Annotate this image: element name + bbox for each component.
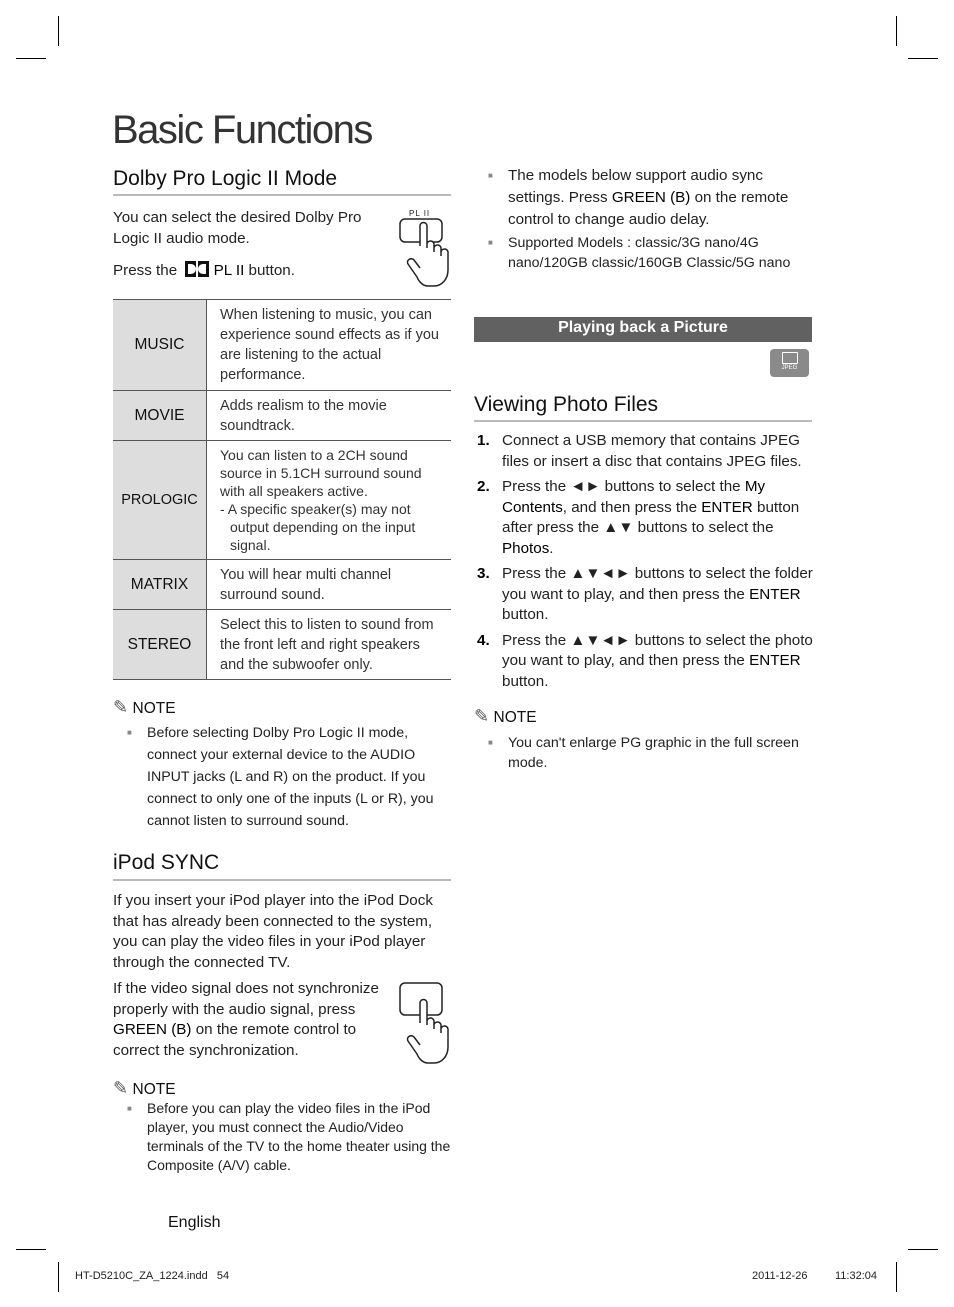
footer-time: 11:32:04 (835, 1270, 878, 1282)
table-row (113, 610, 451, 680)
note-header (474, 706, 812, 727)
dolby-heading: Dolby Pro Logic II Mode (113, 167, 338, 190)
mode-desc: When listening to music, you can experience sound effects as if you are listening to the actual performance. (207, 300, 452, 391)
mode-name: MOVIE (113, 391, 207, 441)
note-list (113, 1099, 453, 1175)
section-rule (113, 879, 451, 881)
table-row (113, 441, 451, 560)
note-label: NOTE (132, 1081, 176, 1098)
list-text: on the remote control to change audio delay. (508, 189, 789, 228)
note-label: NOTE (493, 709, 537, 726)
list-item (474, 165, 812, 231)
press-button-name: PL II (213, 262, 245, 279)
dolby-logo-icon (185, 261, 209, 284)
step-text: . (549, 539, 554, 557)
pencil-icon: ✎ (474, 706, 490, 726)
note-header (113, 1078, 453, 1099)
step-number: 3. (477, 565, 490, 582)
step-number: 1. (477, 432, 490, 449)
list-item: ■ Supported Models : classic/3G nano/4G nano/120GB classic/160GB Classic/5G nano (474, 233, 812, 273)
step-text: button. (502, 672, 549, 690)
table-row (113, 300, 451, 391)
step-item (474, 431, 814, 472)
ipod-heading: iPod SYNC (113, 851, 220, 874)
step-text: button. (502, 606, 549, 623)
list-item: ■ Before you can play the video files in the iPod player, you must connect the Audio/Video terminals of the TV to the home theater using the Composite (A/V) cable. (113, 1099, 453, 1175)
ipod-para2 (113, 979, 388, 1061)
note-header (113, 697, 451, 718)
note-block (113, 697, 451, 832)
step-item (474, 477, 814, 559)
button-name: ENTER (701, 498, 753, 516)
section-rule (113, 194, 451, 196)
crop-mark (896, 16, 897, 46)
mode-name: MUSIC (113, 300, 207, 391)
list-item: ■ You can't enlarge PG graphic in the full screen mode. (474, 733, 812, 773)
note-list (113, 722, 451, 832)
note-label: NOTE (132, 700, 176, 717)
mode-subnote: - A specific speaker(s) may not output depending on the input signal. (220, 501, 416, 553)
menu-name: My Contents (502, 478, 766, 516)
step-number: 2. (477, 478, 490, 495)
crop-mark (908, 1249, 938, 1250)
mode-desc: Select this to listen to sound from the front left and right speakers and the subwoofer only. (207, 610, 452, 680)
footer-language: English (168, 1214, 221, 1231)
list-item: ■ Before selecting Dolby Pro Logic II mode, connect your external device to the AUDIO INPUT jacks (L and R) on the product. If you connect to only one of the inputs (L or R), you cannot listen to surround sound. (113, 722, 451, 832)
footer-date: 2011-12-26 (752, 1270, 808, 1282)
mode-desc-cell (207, 441, 452, 560)
dolby-modes-table (113, 299, 451, 680)
button-name: ENTER (749, 652, 801, 669)
mode-name: MATRIX (113, 560, 207, 610)
crop-mark (908, 58, 938, 59)
step-text: Connect a USB memory that contains JPEG files or insert a disc that contains JPEG files. (502, 432, 802, 470)
page-title: Basic Functions (112, 108, 372, 152)
note-block (474, 706, 812, 773)
note-block (113, 1078, 453, 1175)
ipod-para1: If you insert your iPod player into the iPod Dock that has already been connected to the system, you can play the video files in your iPod player through the connected TV. (113, 892, 433, 971)
table-row (113, 560, 451, 610)
remote-hand-illustration (396, 975, 454, 1067)
remote-button-label: PL II (409, 209, 431, 218)
mode-name: STEREO (113, 610, 207, 680)
jpeg-badge (770, 349, 809, 377)
para-text: on the remote control to correct the synchronization. (113, 1021, 357, 1059)
remote-hand-illustration (396, 208, 454, 288)
right-bullet-list (474, 165, 812, 273)
section-bar: Playing back a Picture (474, 317, 812, 342)
step-text: , and then press the (562, 498, 698, 516)
crop-mark (896, 1262, 897, 1292)
step-item (474, 631, 814, 693)
step-text: Press the ◄► buttons to select the (502, 478, 741, 495)
press-suffix: button. (248, 262, 295, 279)
jpeg-label: JPEG (781, 365, 798, 371)
step-number: 4. (477, 631, 490, 649)
photo-icon (782, 352, 798, 364)
note-list (474, 733, 812, 773)
button-name: GREEN (B) (113, 1021, 192, 1038)
mode-desc: You will hear multi channel surround sound. (207, 560, 452, 610)
step-item (474, 564, 814, 626)
press-prefix: Press the (113, 262, 178, 279)
crop-mark (16, 58, 46, 59)
pencil-icon: ✎ (113, 1078, 129, 1098)
step-text: Press the ▲▼◄► buttons to select the photo you want to play, and then press the (502, 631, 813, 669)
pencil-icon: ✎ (113, 697, 129, 717)
mode-desc: You can listen to a 2CH sound source in 5.1CH surround sound with all speakers active. (220, 447, 422, 499)
section-rule (474, 420, 812, 422)
menu-name: Photos (502, 539, 550, 557)
button-name: ENTER (749, 585, 801, 603)
crop-mark (16, 1249, 46, 1250)
mode-name: PROLOGIC (113, 441, 207, 560)
table-row (113, 391, 451, 441)
photo-steps (474, 431, 814, 697)
dolby-intro: You can select the desired Dolby Pro Logic II audio mode. (113, 209, 362, 247)
crop-mark (58, 16, 59, 46)
photo-heading: Viewing Photo Files (474, 393, 659, 416)
button-name: GREEN (B) (611, 189, 691, 206)
dolby-press-line (113, 261, 393, 284)
footer-file: HT-D5210C_ZA_1224.indd 54 (75, 1270, 230, 1282)
list-text: The models below support audio sync settings. Press (508, 167, 763, 206)
step-text: button after press the ▲▼ buttons to select the (502, 498, 800, 536)
mode-desc: Adds realism to the movie soundtrack. (207, 391, 452, 441)
para-text: If the video signal does not synchronize properly with the audio signal, press (113, 980, 379, 1018)
step-text: Press the ▲▼◄► buttons to select the folder you want to play, and then press the (502, 565, 813, 603)
crop-mark (58, 1262, 59, 1292)
